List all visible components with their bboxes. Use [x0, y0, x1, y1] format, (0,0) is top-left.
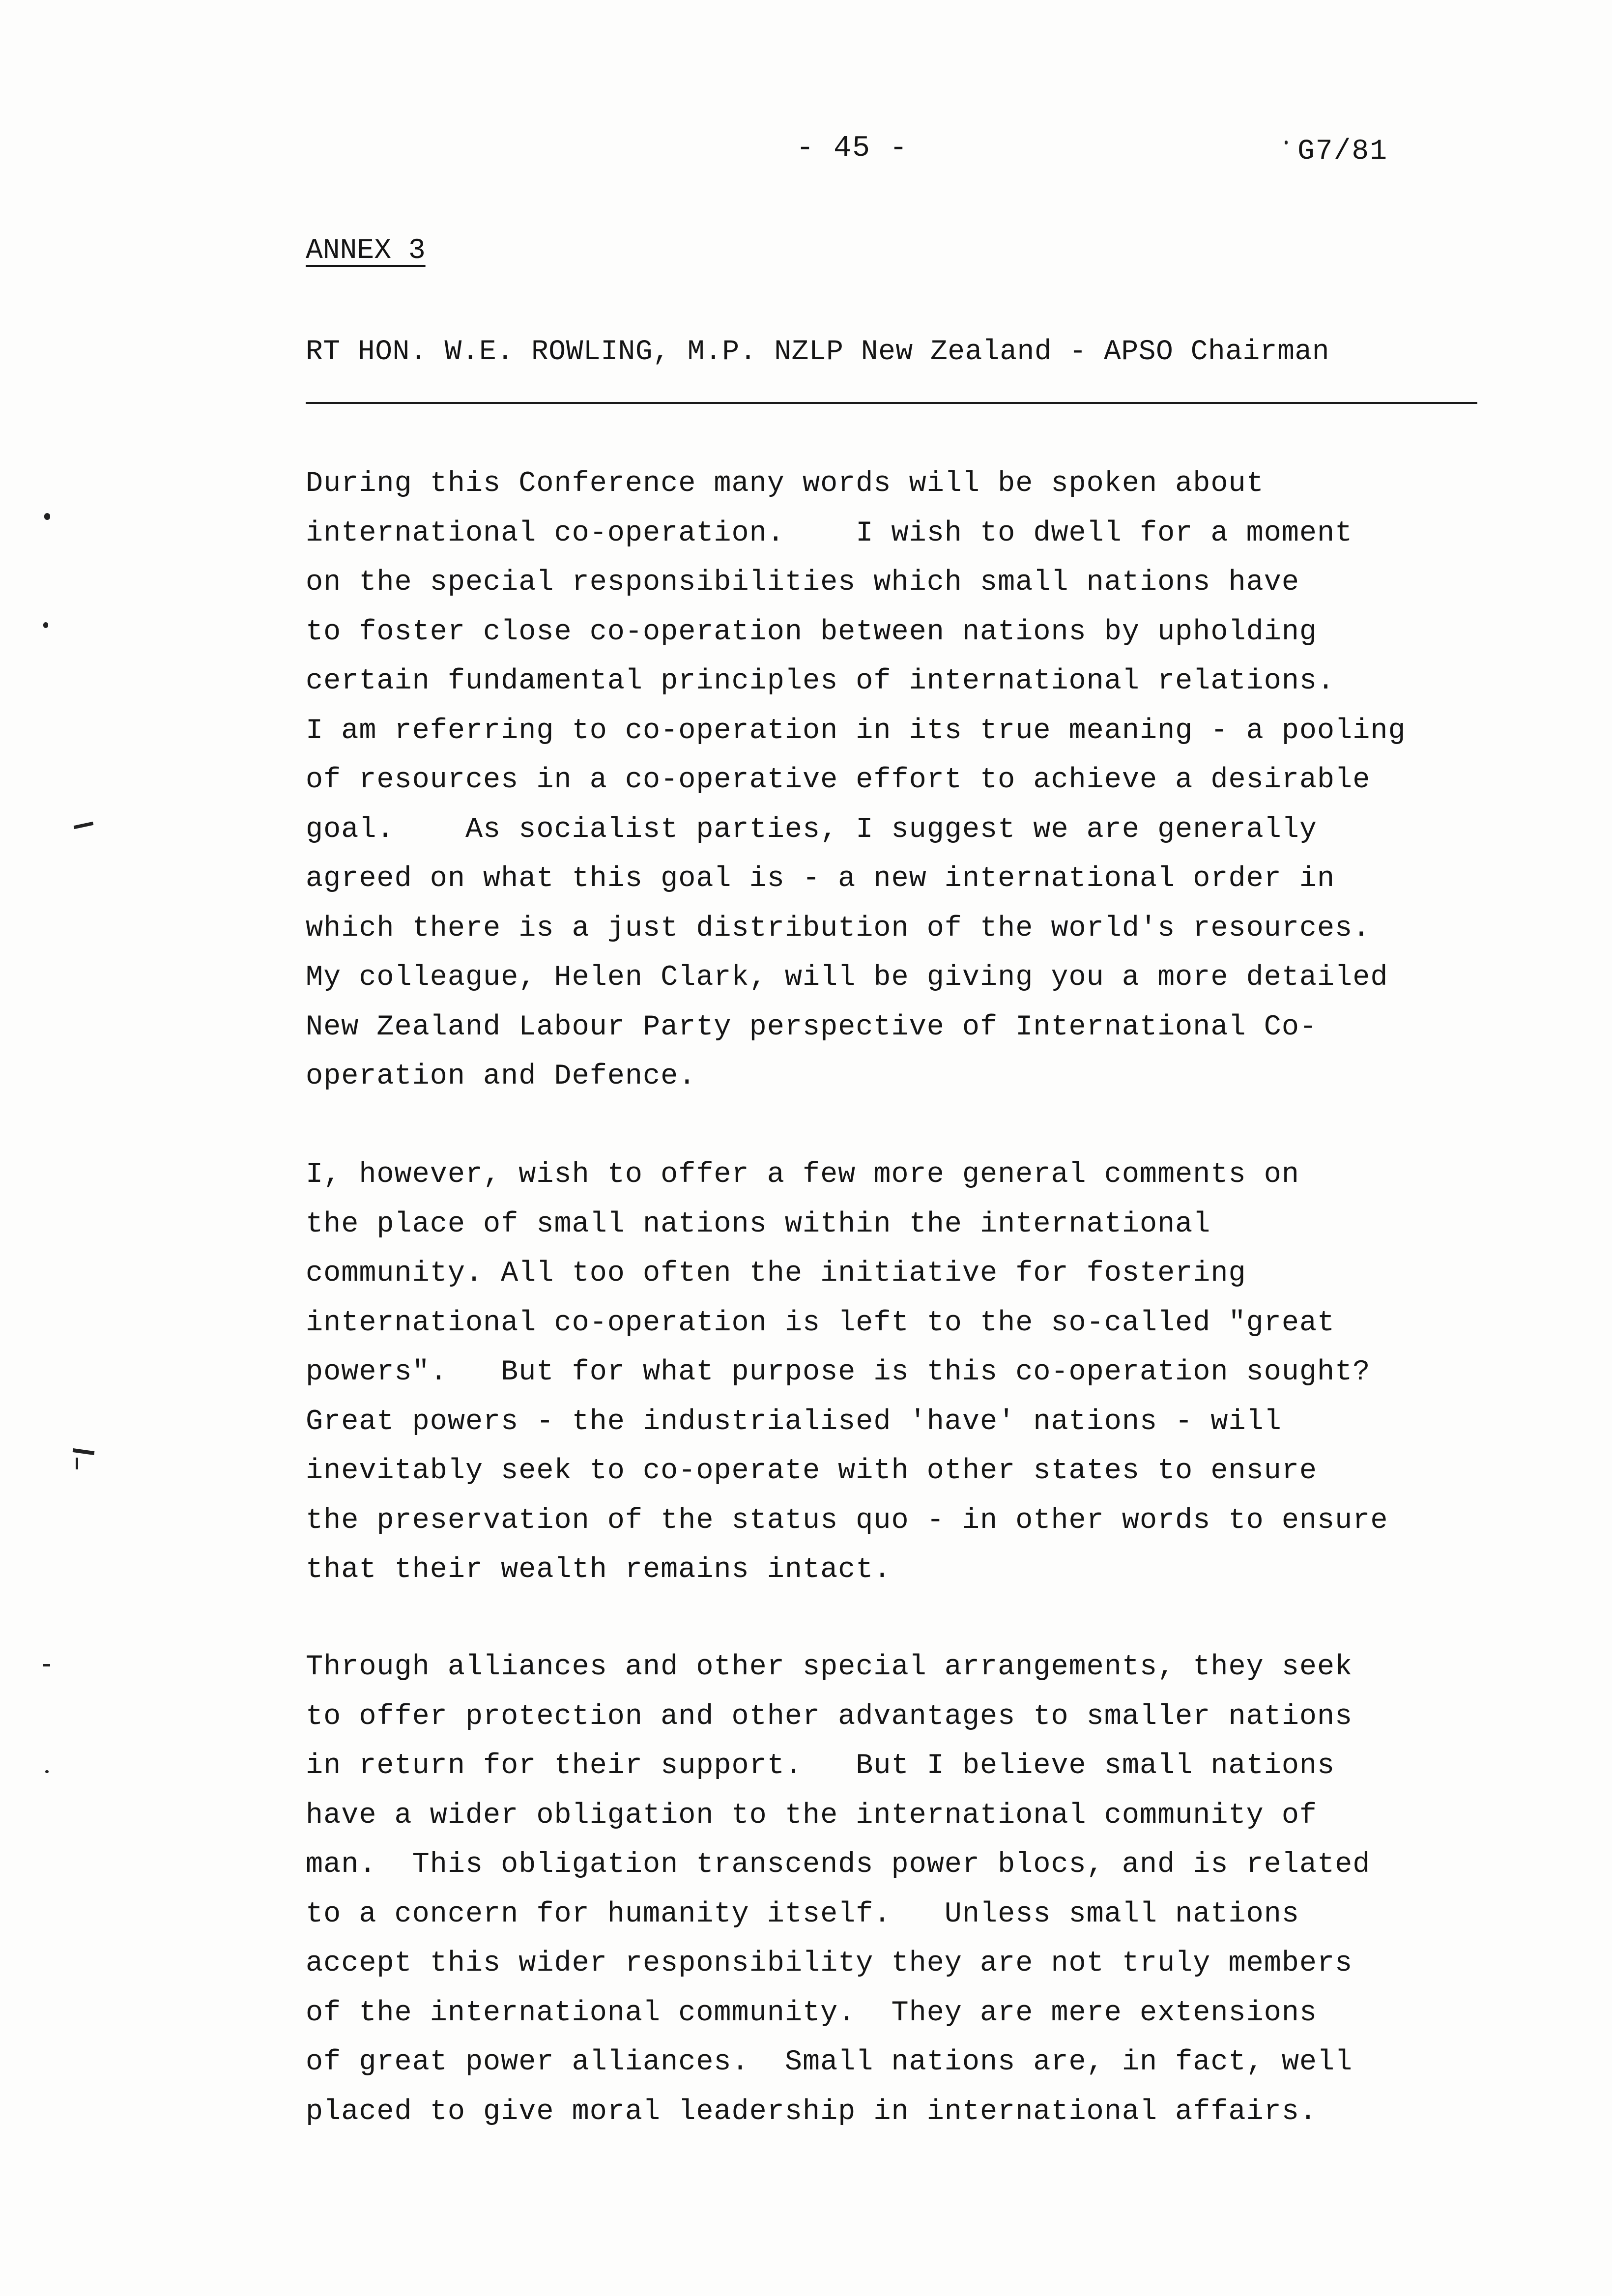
text-line: certain fundamental principles of international relations.: [306, 664, 1335, 697]
text-line: Great powers - the industrialised 'have' nations - will: [306, 1405, 1282, 1438]
text-line: My colleague, Helen Clark, will be giving you a more detailed: [306, 961, 1388, 994]
text-line: New Zealand Labour Party perspective of International Co-: [306, 1010, 1318, 1043]
text-line: on the special responsibilities which small nations have: [306, 566, 1299, 599]
text-line: accept this wider responsibility they are not truly members: [306, 1947, 1353, 1980]
document-reference: G7/81: [1297, 136, 1388, 168]
paragraph-2: [306, 1150, 1574, 1595]
text-line: to offer protection and other advantages to smaller nations: [306, 1699, 1353, 1733]
text-line: community. All too often the initiative for fostering: [306, 1257, 1246, 1290]
scan-mark: [43, 622, 48, 628]
text-line: in return for their support. But I believe small nations: [306, 1749, 1335, 1782]
scan-mark: [76, 1458, 78, 1469]
scan-mark: [73, 1448, 95, 1455]
heading-rule: [306, 402, 1477, 404]
annex-title: ANNEX 3: [306, 235, 426, 267]
text-line: operation and Defence.: [306, 1060, 696, 1092]
text-line: of the international community. They are mere extensions: [306, 1996, 1318, 2029]
text-line: During this Conference many words will be spoken about: [306, 467, 1264, 500]
text-line: to a concern for humanity itself. Unless small nations: [306, 1897, 1299, 1930]
text-line: agreed on what this goal is - a new international order in: [306, 862, 1335, 895]
scan-mark: [74, 822, 94, 829]
paragraph-1: [306, 459, 1574, 1101]
text-line: have a wider obligation to the international community of: [306, 1798, 1318, 1832]
text-line: to foster close co-operation between nations by upholding: [306, 615, 1318, 648]
text-line: I, however, wish to offer a few more general comments on: [306, 1158, 1299, 1191]
text-line: placed to give moral leadership in international affairs.: [306, 2095, 1318, 2128]
text-line: international co-operation. I wish to dwell for a moment: [306, 516, 1353, 549]
scan-mark: [45, 1770, 49, 1773]
text-line: international co-operation is left to the so-called "great: [306, 1306, 1335, 1339]
text-line: the place of small nations within the international: [306, 1207, 1211, 1240]
text-line: which there is a just distribution of the world's resources.: [306, 911, 1371, 945]
text-line: Through alliances and other special arrangements, they seek: [306, 1650, 1353, 1683]
text-line: the preservation of the status quo - in other words to ensure: [306, 1503, 1388, 1537]
speaker-heading: RT HON. W.E. ROWLING, M.P. NZLP New Zealand - APSO Chairman: [306, 336, 1330, 368]
text-line: that their wealth remains intact.: [306, 1553, 892, 1586]
text-line: man. This obligation transcends power blocs, and is related: [306, 1848, 1371, 1881]
page-number: - 45 -: [796, 132, 909, 165]
scan-mark: [1285, 141, 1288, 144]
text-line: goal. As socialist parties, I suggest we are generally: [306, 812, 1318, 846]
paragraph-3: [306, 1642, 1574, 2136]
text-line: I am referring to co-operation in its true meaning - a pooling: [306, 714, 1406, 747]
text-line: powers". But for what purpose is this co-operation sought?: [306, 1355, 1371, 1388]
scan-mark: [43, 1664, 50, 1666]
scan-mark: [44, 513, 50, 520]
text-line: of resources in a co-operative effort to achieve a desirable: [306, 763, 1371, 796]
text-line: inevitably seek to co-operate with other states to ensure: [306, 1454, 1318, 1487]
text-line: of great power alliances. Small nations are, in fact, well: [306, 2045, 1353, 2078]
